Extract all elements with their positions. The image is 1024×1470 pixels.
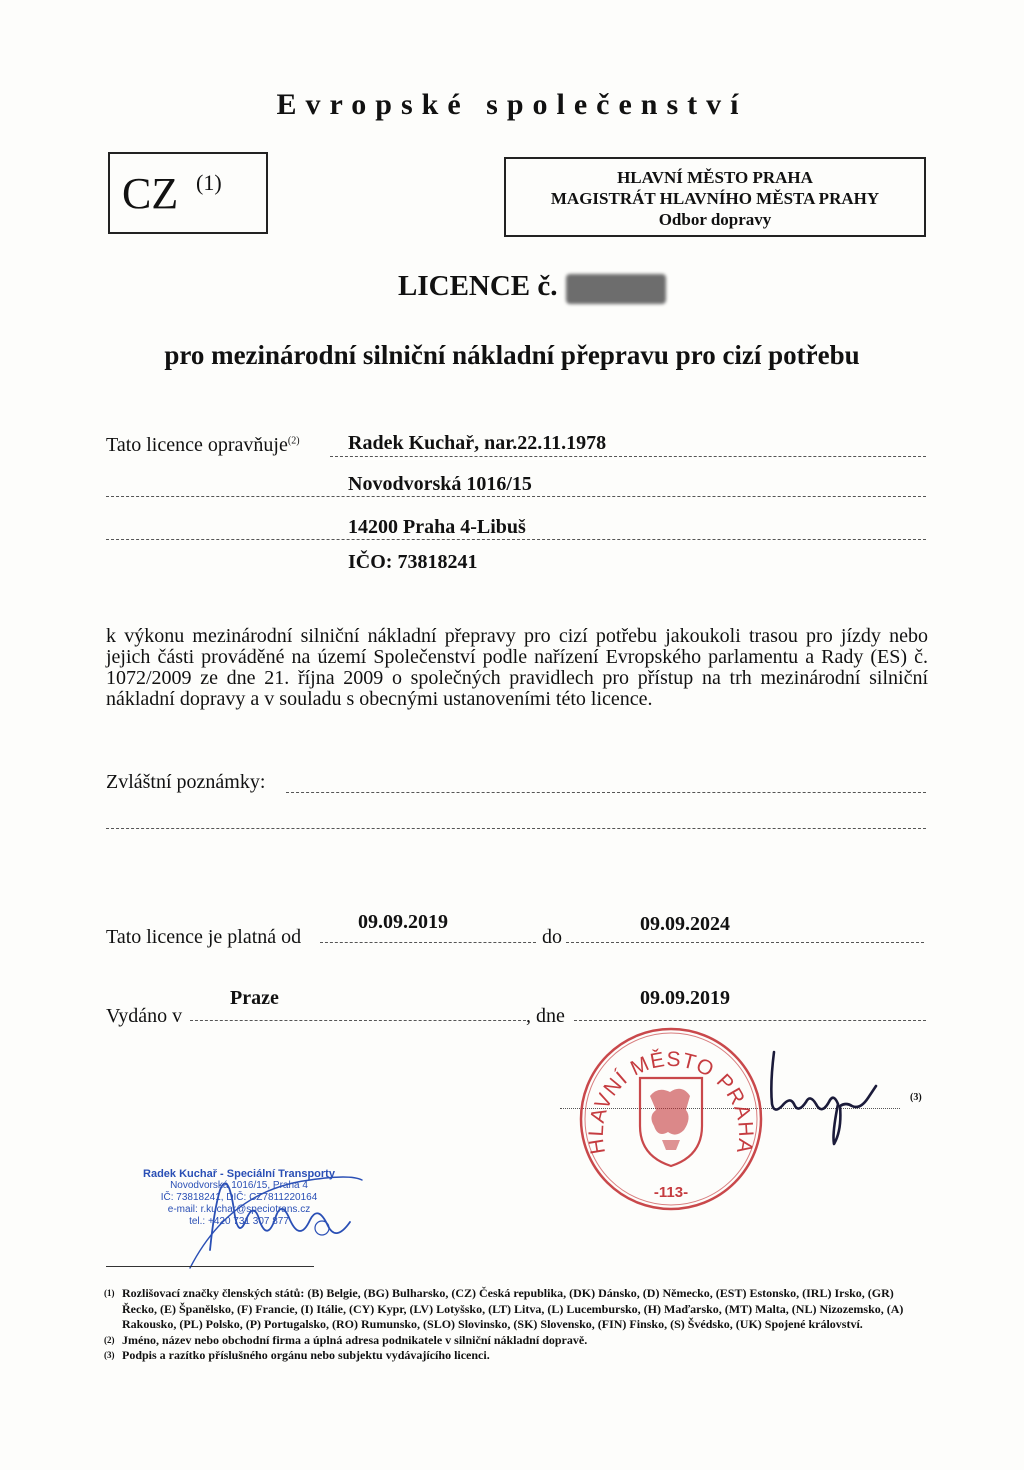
holder-street: Novodvorská 1016/15 [348, 473, 532, 495]
issued-date-line [574, 1020, 926, 1021]
country-code-box [108, 152, 268, 234]
issued-date-label: , dne [526, 1005, 565, 1027]
holder-line-2 [106, 496, 926, 497]
authority-line3: Odbor dopravy [658, 210, 772, 229]
company-signature [150, 1150, 370, 1270]
notes-line-1 [286, 792, 926, 793]
notes-label: Zvláštní poznámky: [106, 771, 266, 793]
signature-note: (3) [910, 1092, 922, 1103]
validity-from-line [320, 942, 536, 943]
footnote-3-mark: (3) [104, 1350, 115, 1360]
company-stamp-line5: tel.: +420 731 307 877 [189, 1216, 289, 1227]
validity-to-label: do [542, 926, 562, 948]
holder-name: Radek Kuchař, nar.22.11.1978 [348, 432, 607, 454]
licence-title: LICENCE č. [398, 270, 558, 302]
footnote-1-text: Rozlišovací značky členských států: (B) Belgie, (BG) Bulharsko, (CZ) Česká republika, (DK) Dánsko, (D) Německo, (EST) Estonsko, (IRL) Irsko, (GR) Řecko, (E) Španělsko, (F) Francie, (I) Itálie, (CY) Kypr, (LV) Lotyšsko, (LT) Litva, (L) Lucembursko, (H) Maďarsko, (MT) Malta, (NL) Nizozemsko, (A) Rakousko, (PL) Polsko, (P) Portugalsko, (RO) Rumunsko, (SLO) Slovinsko, (SK) Slovensko, (FIN) Finsko, (S) Švédsko, (UK) Spojené království. [122, 1286, 904, 1331]
authority-line1: HLAVNÍ MĚSTO PRAHA [617, 168, 813, 187]
licence-subtitle: pro mezinárodní silniční nákladní přepravu pro cizí potřebu [164, 340, 860, 370]
holder-line-3 [106, 539, 926, 540]
footnote-1 [104, 1286, 924, 1333]
notes-line-2 [106, 828, 926, 829]
validity-to: 09.09.2024 [640, 913, 730, 935]
issued-date: 09.09.2019 [640, 987, 730, 1009]
official-stamp-graphic [578, 1026, 764, 1212]
issued-place: Praze [230, 987, 279, 1009]
stamp-text: HLAVNÍ MĚSTO PRAHA [584, 1047, 758, 1156]
country-code: CZ [122, 169, 179, 218]
stamp-number: -113- [653, 1184, 689, 1201]
issuing-authority-box [504, 157, 926, 237]
footnote-2-mark: (2) [104, 1334, 115, 1345]
holder-line-1 [330, 456, 926, 457]
authority-line2: MAGISTRÁT HLAVNÍHO MĚSTA PRAHY [550, 189, 880, 208]
footnote-1-mark: (1) [104, 1288, 115, 1298]
country-code-note: (1) [196, 170, 222, 195]
issued-label: Vydáno v [106, 1005, 183, 1027]
company-signature-line [106, 1266, 314, 1267]
official-signature [760, 1044, 890, 1154]
company-stamp-line1: Radek Kuchař - Speciální Transporty [143, 1168, 335, 1180]
footnote-3 [104, 1348, 924, 1364]
holder-ico: IČO: 73818241 [348, 551, 478, 573]
issued-place-line [190, 1020, 526, 1021]
validity-label: Tato licence je platná od [106, 926, 302, 948]
validity-to-line [566, 942, 924, 943]
validity-from: 09.09.2019 [358, 911, 448, 933]
footnote-2-text: Jméno, název nebo obchodní firma a úplná adresa podnikatele v silniční nákladní dopravě. [122, 1332, 588, 1347]
footnote-2 [104, 1333, 924, 1349]
official-stamp [578, 1026, 764, 1212]
document-heading: Evropské společenství [276, 88, 748, 121]
holder-label [106, 434, 300, 457]
redacted-licence-number [566, 274, 666, 304]
company-stamp-line4: e-mail: r.kuchar@speciotrans.cz [167, 1204, 311, 1215]
company-stamp-line3: IČ: 73818241, DIČ: CZ7811220164 [160, 1192, 318, 1203]
licence-body-text: k výkonu mezinárodní silniční nákladní přepravy pro cizí potřebu jakoukoli trasou pro jízdy nebo jejich části prováděné na území Společenství podle nařízení Evropského parlamentu a Rady (ES) č. 1072/2009 ze dne 21. října 2009 o společných pravidlech pro přístup na trh mezinárodní silniční nákladní dopravy a v souladu s obecnými ustanoveními této licence. [106, 625, 928, 710]
holder-label-text: Tato licence opravňuje [106, 434, 288, 456]
holder-city: 14200 Praha 4-Libuš [348, 516, 526, 538]
footnote-3-text: Podpis a razítko příslušného orgánu nebo subjektu vydávajícího licenci. [122, 1348, 490, 1362]
holder-label-note: (2) [287, 435, 300, 447]
footnotes [104, 1286, 924, 1364]
company-stamp-line2: Novodvorská 1016/15, Praha 4 [170, 1180, 308, 1191]
